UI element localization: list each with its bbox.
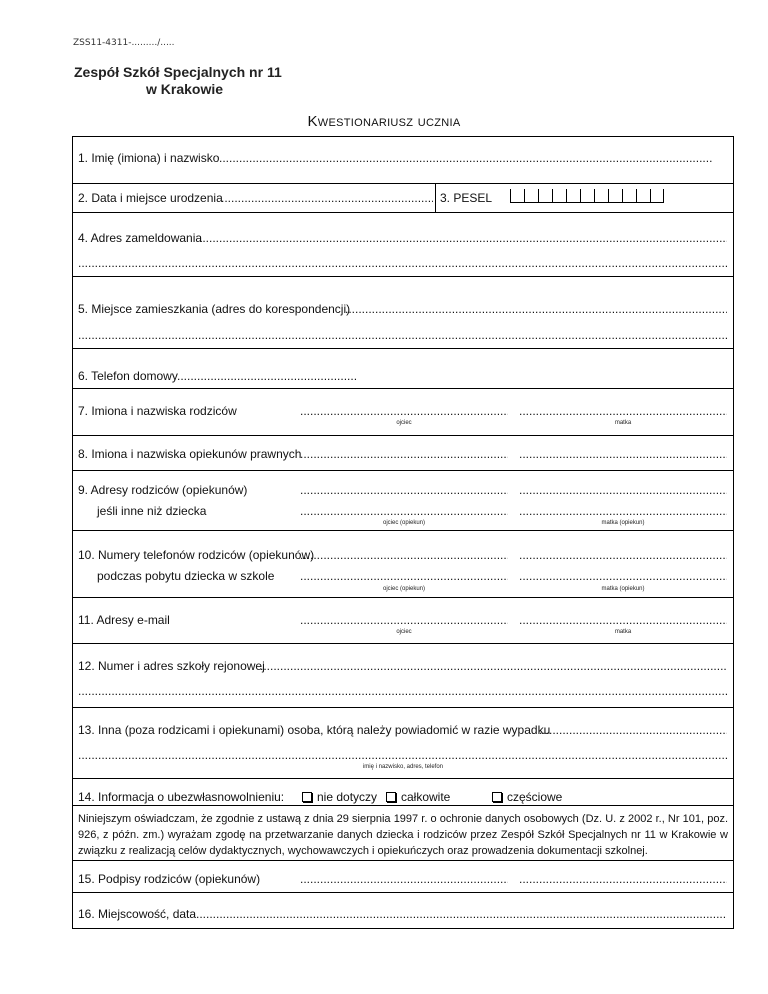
input-registered-address-1[interactable] [199,231,727,245]
row-guardians [73,436,733,471]
school-city: w Krakowie [146,81,224,97]
caption-contact: imię i nazwisko, adres, telefon [362,764,444,770]
option-partial-label: częściowe [507,790,563,804]
input-mother-email[interactable] [519,613,727,627]
caption-mother: matka [614,420,632,426]
input-mother[interactable] [519,404,727,418]
row-parent-phones [73,531,733,598]
input-home-phone[interactable] [177,369,357,383]
option-full-label: całkowite [401,790,451,804]
option-full[interactable] [386,790,450,804]
caption-father-guardian: ojciec (opiekun) [382,520,426,526]
label-registered-address: 4. Adres zameldowania [78,231,203,245]
label-parent-addresses: 9. Adresy rodziców (opiekunów) [78,483,248,497]
row-residence [73,277,733,349]
label-pesel: 3. PESEL [440,191,493,205]
reference-number: ZSS11-4311-........./..... [73,38,175,48]
label-incapacitation: 14. Informacja o ubezwłasnowolnieniu: [78,790,285,804]
input-mother-phone-2[interactable] [519,569,727,583]
input-signature-father[interactable] [300,872,508,886]
caption-mother-guardian: matka (opiekun) [601,520,645,526]
label-emails: 11. Adresy e-mail [78,613,170,627]
input-residence-1[interactable] [345,302,727,316]
label-residence: 5. Miejsce zamieszkania (adres do korespondencji) [78,302,351,316]
option-not-applicable[interactable] [302,790,377,804]
row-place-date [73,893,733,928]
row-birth-pesel [73,184,733,213]
row-parents [73,389,733,436]
input-signature-mother[interactable] [519,872,727,886]
label-signatures: 15. Podpisy rodziców (opiekunów) [78,872,261,886]
checkbox-icon [492,792,502,802]
input-mother-address-2[interactable] [519,504,727,518]
input-residence-2[interactable] [78,328,727,342]
input-mother-phone-1[interactable] [519,548,727,562]
divider [435,184,436,212]
input-father[interactable] [300,404,508,418]
caption-father-email: ojciec [396,629,412,635]
input-registered-address-2[interactable] [78,256,727,270]
input-district-school-1[interactable] [260,659,727,673]
input-father-email[interactable] [300,613,508,627]
label-name: 1. Imię (imiona) i nazwisko [78,151,220,165]
label-emergency-contact: 13. Inna (poza rodzicami i opiekunami) osoba, którą należy powiadomić w razie wypadku [78,723,551,737]
caption-mother-email: matka [614,629,632,635]
row-declaration [73,806,733,861]
row-registered-address [73,213,733,277]
pesel-boxes[interactable] [510,189,664,203]
caption-father: ojciec [396,420,412,426]
label-birth: 2. Data i miejsce urodzenia [78,191,223,205]
label-parent-addresses-sub: jeśli inne niż dziecka [97,504,207,518]
row-signatures [73,861,733,893]
row-emails [73,598,733,644]
option-partial[interactable] [492,790,562,804]
input-name[interactable] [219,151,713,165]
label-guardians: 8. Imiona i nazwiska opiekunów prawnych [78,447,302,461]
label-district-school: 12. Numer i adres szkoły rejonowej [78,659,265,673]
checkbox-icon [386,792,396,802]
caption-father-guardian-2: ojciec (opiekun) [382,586,426,592]
input-birth[interactable] [221,191,433,205]
input-mother-address-1[interactable] [519,483,727,497]
row-parent-addresses [73,471,733,531]
row-incapacitation [73,779,733,806]
label-parents: 7. Imiona i nazwiska rodziców [78,404,237,418]
option-not-applicable-label: nie dotyczy [317,790,378,804]
input-father-phone-2[interactable] [300,569,508,583]
label-home-phone: 6. Telefon domowy [78,369,178,383]
input-place-date[interactable] [196,907,727,921]
caption-mother-guardian-2: matka (opiekun) [601,586,645,592]
row-home-phone [73,349,733,389]
input-emergency-contact-2[interactable] [78,748,727,762]
input-father-address-2[interactable] [300,504,508,518]
input-emergency-contact-1[interactable] [539,723,727,737]
school-name: Zespół Szkół Specjalnych nr 11 [74,64,282,80]
label-parent-phones-sub: podczas pobytu dziecka w szkole [97,569,275,583]
label-parent-phones: 10. Numery telefonów rodziców (opiekunów) [78,548,315,562]
questionnaire-form [72,136,734,929]
input-guardian-2[interactable] [519,447,727,461]
row-name [73,137,733,184]
input-district-school-2[interactable] [78,684,727,698]
input-guardian-1[interactable] [300,447,508,461]
consent-declaration: Niniejszym oświadczam, że zgodnie z ustawą z dnia 29 sierpnia 1997 r. o ochronie danych osobowych (Dz. U. z 2002 r., Nr 101, poz. 926, z późn. zm.) wyrażam zgodę na przetwarzanie danych dziecka i rodziców przez Zespół Szkół Specjalnych nr 11 w Krakowie w związku z realizacją celów dydaktycznych, wychowawczych i opiekuńczych oraz prowadzenia dokumentacji szkolnej. [78,813,728,857]
checkbox-icon [302,792,312,802]
row-emergency-contact [73,708,733,779]
form-title [0,113,768,130]
row-district-school [73,644,733,708]
input-father-address-1[interactable] [300,483,508,497]
input-father-phone-1[interactable] [300,548,508,562]
label-place-date: 16. Miejscowość, data [78,907,197,921]
title-text: Kwestionariusz ucznia [307,113,461,130]
